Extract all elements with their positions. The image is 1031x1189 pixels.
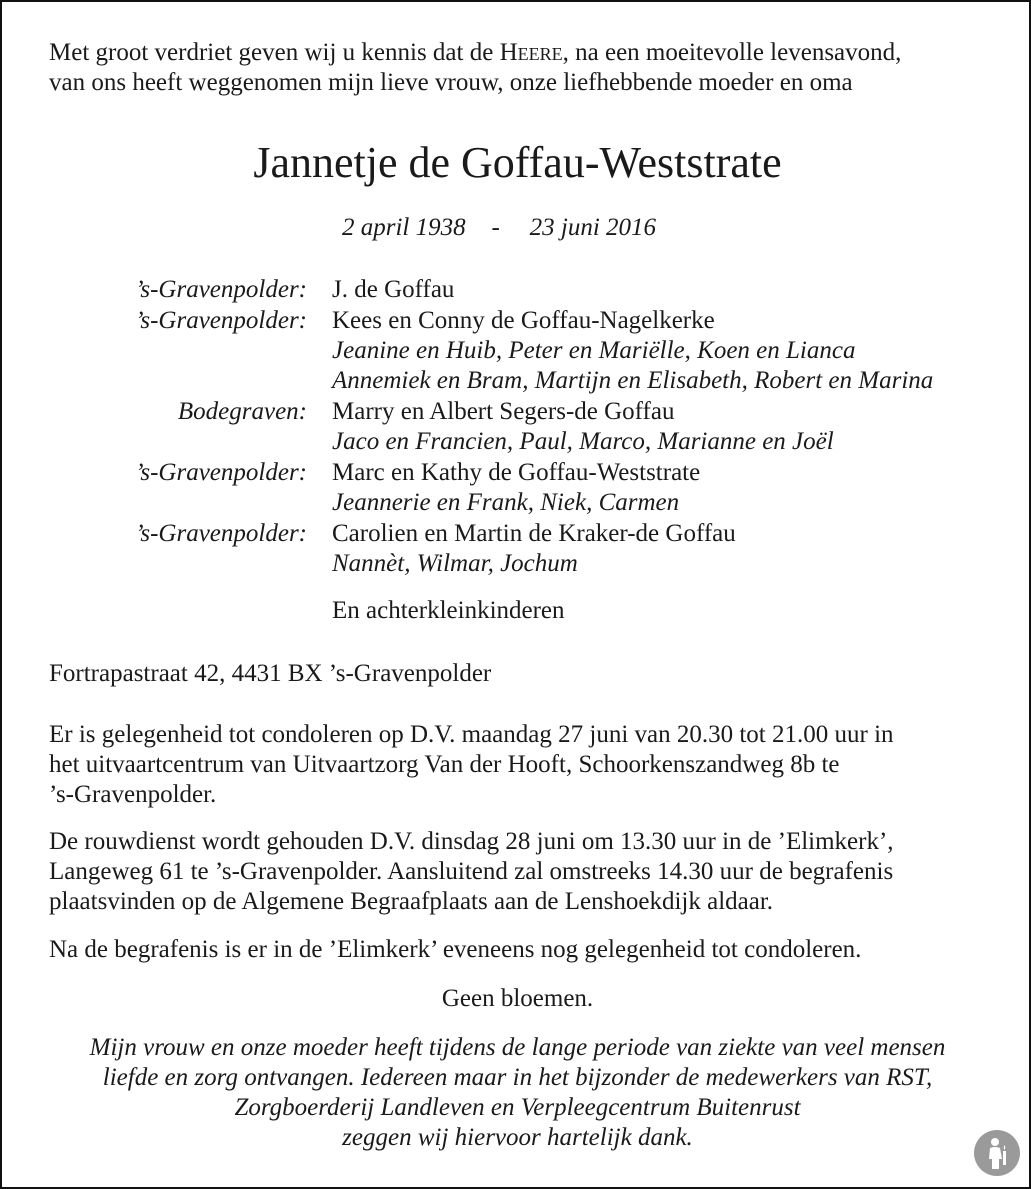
thanks-line: Mijn vrouw en onze moeder heeft tijdens de lange periode van ziekte van veel mensen [89,1034,946,1061]
grandchildren-names: Jeannerie en Frank, Niek, Carmen [332,489,680,516]
grandchildren-names: Annemiek en Bram, Martijn en Elisabeth, Robert en Marina [332,367,934,394]
service-line-2: Langeweg 61 te ’s-Gravenpolder. Aansluitend zal omstreeks 14.30 uur de begrafenis [49,858,894,885]
deceased-name: Jannetje de Goffau-Weststrate [253,138,782,187]
intro-line-1 [49,38,901,68]
life-dates [342,213,656,243]
intro-heere: Heere [499,39,563,66]
intro-text [49,38,901,98]
condolence-line-1: Er is gelegenheid tot condoleren op D.V. maandag 27 juni van 20.30 tot 21.00 uur in [49,721,894,748]
condolence-paragraph [49,720,987,810]
relative-names: J. de Goffau [332,276,455,303]
condolence-line-2: het uitvaartcentrum van Uitvaartzorg Van der Hooft, Schoorkenszandweg 8b te [49,751,840,778]
thanks-line: Zorgboerderij Landleven en Verpleegcentrum Buitenrust [234,1094,801,1121]
intro-line-1-end: , na een moeitevolle levensavond, [562,39,902,66]
service-line-3: plaatsvinden op de Algemene Begraafplaats aan de Lenshoekdijk aldaar. [49,888,774,915]
service-paragraph [49,827,987,917]
thanks-line: liefde en zorg ontvangen. Iedereen maar in het bijzonder de medewerkers van RST, [102,1064,933,1091]
grandchildren-names: Jaco en Francien, Paul, Marco, Marianne en Joël [332,428,834,455]
candle-figure-icon [973,1129,1021,1177]
death-date: 23 juni 2016 [529,214,657,241]
relative-place: ’s-Gravenpolder: [135,307,307,334]
relative-place: ’s-Gravenpolder: [135,520,307,547]
relative-names: Marry en Albert Segers-de Goffau [332,398,675,425]
date-separator: - [491,214,500,241]
no-flowers-text: Geen bloemen. [441,985,594,1012]
after-funeral-text: Na de begrafenis is er in de ’Elimkerk’ eveneens nog gelegenheid tot condoleren. [49,936,862,963]
grandchildren-names: Nannèt, Wilmar, Jochum [332,550,578,577]
service-line-1: De rouwdienst wordt gehouden D.V. dinsdag 28 juni om 13.30 uur in de ’Elimkerk’, [49,828,894,855]
intro-line-1-start: Met groot verdriet geven wij u kennis dat de [49,39,500,66]
thanks-text [2,1033,1031,1153]
relative-place: ’s-Gravenpolder: [135,459,307,486]
relative-place: ’s-Gravenpolder: [135,276,307,303]
intro-line-2: van ons heeft weggenomen mijn lieve vrouw, onze liefhebbende moeder en oma [49,69,853,96]
address: Fortrapastraat 42, 4431 BX ’s-Gravenpolder [49,660,492,687]
relative-names: Carolien en Martin de Kraker-de Goffau [332,520,736,547]
birth-date: 2 april 1938 [342,214,466,241]
condolence-line-3: ’s-Gravenpolder. [49,781,217,808]
relative-place: Bodegraven: [177,398,307,425]
thanks-line: zeggen wij hiervoor hartelijk dank. [342,1124,693,1151]
great-grandchildren: En achterkleinkinderen [332,597,565,624]
grandchildren-names: Jeanine en Huib, Peter en Mariëlle, Koen en Lianca [332,337,856,364]
relative-names: Kees en Conny de Goffau-Nagelkerke [332,307,715,334]
relative-names: Marc en Kathy de Goffau-Weststrate [332,459,701,486]
